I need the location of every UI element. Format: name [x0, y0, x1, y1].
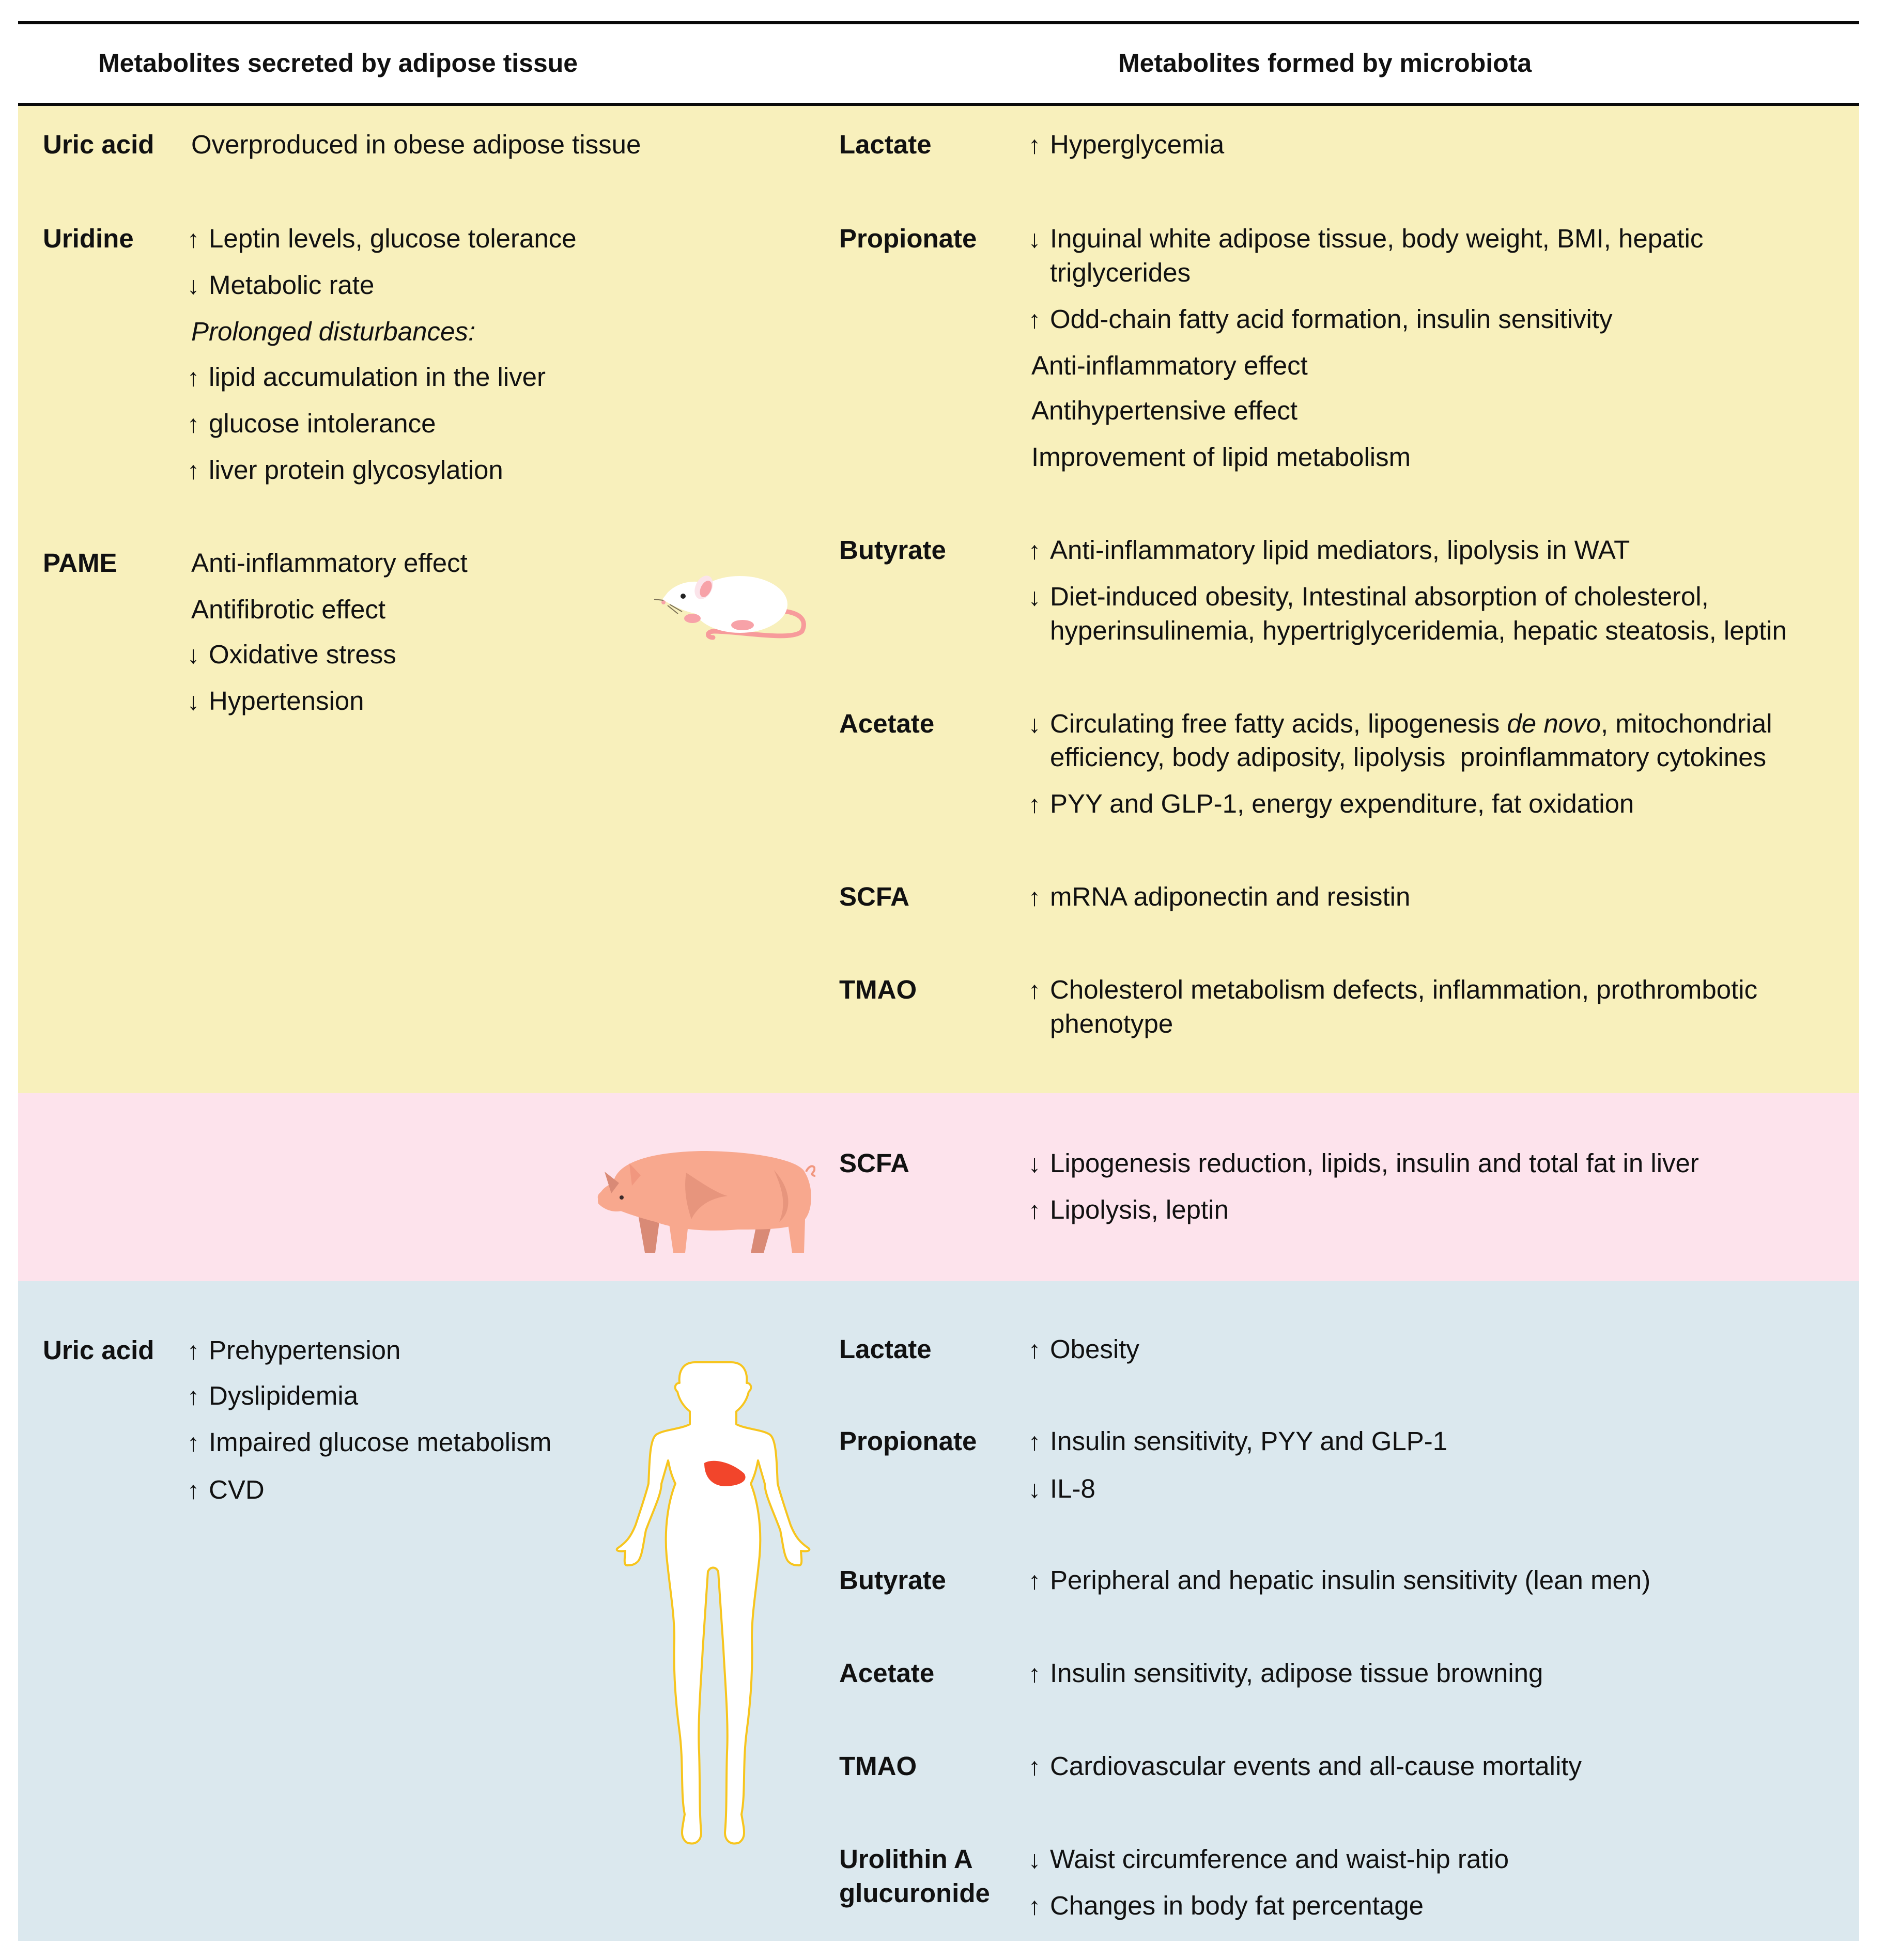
- metabolite-label: Uric acid: [43, 1335, 154, 1365]
- metabolite-label: Butyrate: [839, 1565, 946, 1595]
- arrow-up-icon: ↑: [1028, 791, 1041, 818]
- metabolite-label: PAME: [43, 548, 117, 578]
- human-body-icon: [612, 1360, 814, 1856]
- effect-line-continuation: phenotype: [1050, 1009, 1173, 1038]
- column-header-adipose: Metabolites secreted by adipose tissue: [98, 49, 578, 77]
- metabolite-label: Lactate: [839, 130, 932, 159]
- effect-line: ↑ Cholesterol metabolism defects, inflammation, prothrombotic: [1028, 973, 1757, 1006]
- effect-line: ↓ Circulating free fatty acids, lipogenesis de novo, mitochondrial: [1028, 707, 1772, 740]
- metabolite-label: SCFA: [839, 1148, 910, 1178]
- arrow-down-icon: ↓: [1028, 584, 1041, 611]
- effect-line: ↑ Prehypertension: [187, 1334, 400, 1367]
- effect-line: ↑ Anti-inflammatory lipid mediators, lipolysis in WAT: [1028, 534, 1630, 567]
- arrow-up-icon: ↑: [1028, 1660, 1041, 1688]
- effect-line: ↑ Peripheral and hepatic insulin sensitivity (lean men): [1028, 1564, 1650, 1597]
- effect-line: ↓ IL-8: [1028, 1472, 1095, 1505]
- effect-line-continuation: hyperinsulinemia, hypertriglyceridemia, hepatic steatosis, leptin: [1050, 616, 1787, 645]
- effect-line: Antihypertensive effect: [1031, 396, 1298, 425]
- metabolite-label: Uric acid: [43, 130, 154, 159]
- pig-icon: [583, 1131, 815, 1255]
- arrow-up-icon: ↑: [1028, 1893, 1041, 1920]
- effect-line: ↑ mRNA adiponectin and resistin: [1028, 880, 1410, 913]
- top-rule: [18, 21, 1859, 24]
- effect-line: ↑ glucose intolerance: [187, 407, 436, 440]
- arrow-up-icon: ↑: [187, 1337, 199, 1365]
- effect-line: ↑ lipid accumulation in the liver: [187, 361, 546, 394]
- effect-line: Antifibrotic effect: [191, 595, 386, 624]
- arrow-down-icon: ↓: [1028, 711, 1041, 738]
- effect-line: ↑ Impaired glucose metabolism: [187, 1426, 551, 1459]
- effect-line: ↓ Diet-induced obesity, Intestinal absorption of cholesterol,: [1028, 580, 1709, 613]
- effect-line: ↑ Insulin sensitivity, adipose tissue browning: [1028, 1657, 1543, 1690]
- arrow-up-icon: ↑: [187, 364, 199, 392]
- arrow-up-icon: ↑: [187, 1429, 199, 1457]
- effect-line: ↑ CVD: [187, 1473, 265, 1506]
- arrow-up-icon: ↑: [187, 457, 199, 485]
- metabolite-label: Urolithin A: [839, 1844, 973, 1874]
- arrow-down-icon: ↓: [187, 272, 199, 300]
- metabolite-label: Uridine: [43, 224, 134, 253]
- arrow-up-icon: ↑: [1028, 1428, 1041, 1456]
- column-header-microbiota: Metabolites formed by microbiota: [1118, 49, 1532, 77]
- arrow-up-icon: ↑: [1028, 537, 1041, 565]
- arrow-up-icon: ↑: [1028, 132, 1041, 159]
- effect-line-continuation: efficiency, body adiposity, lipolysis proinflammatory cytokines: [1050, 742, 1767, 772]
- effect-line: Anti-inflammatory effect: [1031, 351, 1308, 380]
- effect-line: ↓ Metabolic rate: [187, 269, 374, 302]
- metabolite-label-line2: glucuronide: [839, 1878, 990, 1908]
- arrow-up-icon: ↑: [1028, 1753, 1041, 1781]
- effect-line: Anti-inflammatory effect: [191, 548, 468, 578]
- metabolite-label: TMAO: [839, 975, 917, 1004]
- effect-line: ↑ Leptin levels, glucose tolerance: [187, 222, 577, 255]
- metabolite-label: Propionate: [839, 224, 977, 253]
- metabolite-label: Lactate: [839, 1334, 932, 1364]
- arrow-down-icon: ↓: [1028, 226, 1041, 253]
- effect-line: ↑ Odd-chain fatty acid formation, insulin sensitivity: [1028, 303, 1612, 336]
- effect-line: ↑ Lipolysis, leptin: [1028, 1193, 1229, 1226]
- metabolite-label: Butyrate: [839, 535, 946, 565]
- effect-line: ↑ Obesity: [1028, 1333, 1139, 1366]
- effect-line: ↑ Cardiovascular events and all-cause mortality: [1028, 1750, 1582, 1783]
- arrow-down-icon: ↓: [1028, 1846, 1041, 1874]
- effect-line: ↓ Waist circumference and waist-hip ratio: [1028, 1843, 1509, 1876]
- effect-line: ↑ PYY and GLP-1, energy expenditure, fat oxidation: [1028, 787, 1634, 820]
- effect-line: ↓ Lipogenesis reduction, lipids, insulin and total fat in liver: [1028, 1147, 1699, 1180]
- arrow-up-icon: ↑: [1028, 1567, 1041, 1595]
- arrow-up-icon: ↑: [187, 1383, 199, 1410]
- arrow-down-icon: ↓: [187, 688, 199, 715]
- arrow-up-icon: ↑: [187, 226, 199, 253]
- effect-line: ↓ Inguinal white adipose tissue, body weight, BMI, hepatic: [1028, 222, 1703, 255]
- metabolite-label: Acetate: [839, 1658, 935, 1688]
- metabolite-label: SCFA: [839, 882, 910, 911]
- arrow-up-icon: ↑: [1028, 1336, 1041, 1364]
- effect-line: ↑ Dyslipidemia: [187, 1379, 358, 1412]
- effect-line: Overproduced in obese adipose tissue: [191, 130, 641, 159]
- effect-line: ↑ liver protein glycosylation: [187, 454, 503, 487]
- effect-line: ↓ Oxidative stress: [187, 638, 396, 671]
- effect-line: ↑ Insulin sensitivity, PYY and GLP-1: [1028, 1425, 1447, 1458]
- effect-line: Improvement of lipid metabolism: [1031, 442, 1411, 472]
- arrow-down-icon: ↓: [187, 642, 199, 669]
- arrow-down-icon: ↓: [1028, 1476, 1041, 1503]
- effect-line-continuation: triglycerides: [1050, 258, 1191, 287]
- effect-line: ↑ Changes in body fat percentage: [1028, 1889, 1424, 1922]
- arrow-up-icon: ↑: [187, 1477, 199, 1504]
- effect-line: ↓ Hypertension: [187, 685, 364, 718]
- arrow-up-icon: ↑: [1028, 977, 1041, 1004]
- arrow-up-icon: ↑: [1028, 306, 1041, 334]
- arrow-up-icon: ↑: [187, 411, 199, 438]
- metabolite-label: Acetate: [839, 709, 935, 738]
- mouse-icon: [652, 564, 817, 647]
- pig-section: [18, 1093, 1859, 1281]
- arrow-down-icon: ↓: [1028, 1150, 1041, 1178]
- arrow-up-icon: ↑: [1028, 1197, 1041, 1224]
- effect-line: ↑ Hyperglycemia: [1028, 128, 1224, 161]
- effect-line-italic: Prolonged disturbances:: [191, 317, 476, 346]
- metabolite-label: Propionate: [839, 1426, 977, 1456]
- metabolite-label: TMAO: [839, 1751, 917, 1781]
- arrow-up-icon: ↑: [1028, 884, 1041, 911]
